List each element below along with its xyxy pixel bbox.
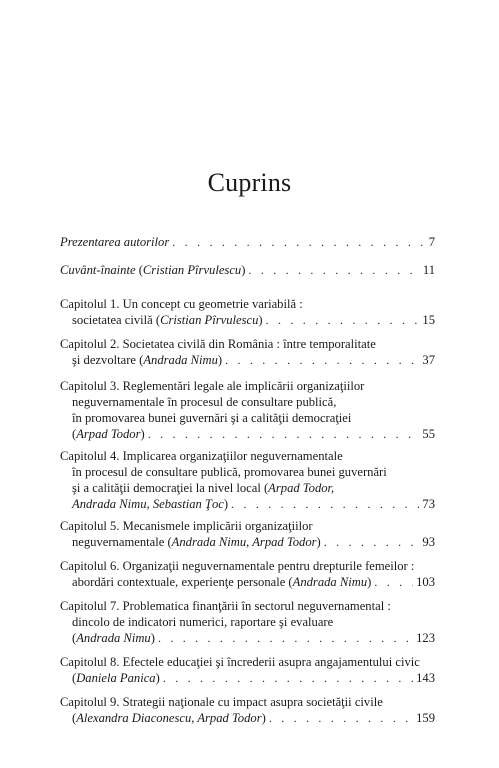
toc-entry-text xyxy=(72,312,263,328)
toc-entry-text xyxy=(60,337,376,351)
toc-title-text: în promovarea bunei guvernări şi a calităţii democraţiei xyxy=(72,411,352,425)
toc-title-text: ( xyxy=(72,427,77,441)
toc-title-text: abordări contextuale, experienţe personale ( xyxy=(72,575,293,589)
toc-title-text: Capitolul 5. Mecanismele implicării organizaţiilor xyxy=(60,519,313,533)
toc-entry-text xyxy=(60,695,383,709)
toc-entry-text xyxy=(72,465,387,479)
toc-title-text: ) xyxy=(140,427,145,441)
toc-entry-line xyxy=(60,710,435,726)
toc-entry-text xyxy=(72,670,160,686)
toc-title-text: Capitolul 2. Societatea civilă din România : între temporalitate xyxy=(60,337,376,351)
page-number: 7 xyxy=(428,235,435,249)
toc-entry-text xyxy=(60,297,303,311)
toc-title-text: societatea civilă ( xyxy=(72,313,161,327)
toc-title-text: ) xyxy=(261,711,266,725)
toc-entry-text xyxy=(60,234,169,250)
toc-author-text: Cristian Pîrvulescu xyxy=(160,313,259,327)
toc-author-text: Daniela Panica xyxy=(76,671,156,685)
dot-leader xyxy=(248,262,419,278)
toc-entry-text xyxy=(72,615,333,629)
toc-entry-line xyxy=(60,670,435,686)
toc-entry xyxy=(60,296,435,328)
toc-entry-line xyxy=(60,262,435,278)
page-number: 93 xyxy=(422,535,435,549)
toc-entry xyxy=(60,448,435,512)
toc-entry-text xyxy=(60,599,391,613)
toc-entry-text xyxy=(72,352,222,368)
toc-title-text: Capitolul 4. Implicarea organizaţiilor neguvernamentale xyxy=(60,449,343,463)
toc-entry-line xyxy=(60,480,435,496)
toc-entry xyxy=(60,234,435,250)
toc-author-text: Arpad Todor, xyxy=(268,481,335,495)
toc-title-text: ( xyxy=(72,711,77,725)
toc-entry-text xyxy=(72,630,155,646)
toc-title-text: Capitolul 3. Reglementări legale ale implicării organizaţiilor xyxy=(60,379,365,393)
toc-entry-text xyxy=(72,496,228,512)
toc-entry-text xyxy=(60,262,245,278)
toc-entry-text xyxy=(72,574,371,590)
page-number: 37 xyxy=(422,353,435,367)
toc-title-text: ) xyxy=(217,353,223,367)
toc-entry-text xyxy=(72,411,351,425)
toc-entry-line xyxy=(60,654,435,670)
toc-title-text: ) xyxy=(316,535,321,549)
toc-entry xyxy=(60,654,435,686)
toc-title-text: în procesul de consultare publică, promovarea bunei guvernări xyxy=(72,465,387,479)
toc-title-text: neguvernamentale ( xyxy=(72,535,172,549)
toc-entry-text xyxy=(72,534,321,550)
toc-entry xyxy=(60,262,435,278)
toc-entry xyxy=(60,558,435,590)
toc-title-text: şi a calităţii democraţiei la nivel local ( xyxy=(72,481,269,495)
toc-entry-line xyxy=(60,312,435,328)
toc-title-text: Capitolul 7. Problematica finanţării în sectorul neguvernamental : xyxy=(60,599,391,613)
toc-entry-text xyxy=(60,519,313,533)
toc-entry-line xyxy=(60,352,435,368)
toc-title-text: ( xyxy=(72,631,77,645)
page-number: 159 xyxy=(416,711,435,725)
toc-entry-line xyxy=(60,378,435,394)
dot-leader xyxy=(225,352,419,368)
toc-title-text: dincolo de indicatori numerici, raportare şi evaluare xyxy=(72,615,334,629)
toc-entry-text xyxy=(72,710,266,726)
dot-leader xyxy=(231,496,419,512)
toc-entry-line xyxy=(60,448,435,464)
toc-author-text: Cuvânt-înainte xyxy=(60,263,136,277)
toc-author-text: Prezentarea autorilor xyxy=(60,235,170,249)
toc-entry xyxy=(60,378,435,442)
dot-leader xyxy=(374,574,413,590)
toc-entry-text xyxy=(72,395,336,409)
dot-leader xyxy=(266,312,420,328)
toc-author-text: Alexandra Diaconescu, Arpad Todor xyxy=(76,711,262,725)
toc-title-text: ) xyxy=(258,313,263,327)
dot-leader xyxy=(163,670,413,686)
toc-entry-line xyxy=(60,598,435,614)
toc-entry-line xyxy=(60,496,435,512)
page-number: 143 xyxy=(416,671,435,685)
toc-entry-line xyxy=(60,336,435,352)
toc-author-text: Andrada Nimu xyxy=(292,575,368,589)
page-number: 73 xyxy=(422,497,435,511)
toc-title-text: Capitolul 9. Strategii naţionale cu impact asupra societăţii civile xyxy=(60,695,383,709)
toc-entry-line xyxy=(60,426,435,442)
toc-title-text: ) xyxy=(150,631,155,645)
toc-entry-line xyxy=(60,394,435,410)
toc-entry-line xyxy=(60,574,435,590)
toc-title-text: Capitolul 1. Un concept cu geometrie variabilă : xyxy=(60,297,303,311)
page-number: 55 xyxy=(422,427,435,441)
toc-entry-line xyxy=(60,464,435,480)
toc-entry-line xyxy=(60,410,435,426)
toc-author-text: Cristian Pîrvulescu xyxy=(142,263,242,277)
toc-title-text: Capitolul 8. Efectele educaţiei şi încrederii asupra angajamentului civic xyxy=(60,655,420,669)
toc-entry-text xyxy=(60,379,364,393)
dot-leader xyxy=(269,710,413,726)
toc-entry-text xyxy=(60,559,414,573)
toc-title-text: ( xyxy=(135,263,143,277)
dot-leader xyxy=(148,426,420,442)
toc-title-text: ) xyxy=(223,497,229,511)
toc-entry-line xyxy=(60,614,435,630)
toc-entry-line xyxy=(60,518,435,534)
dot-leader xyxy=(158,630,413,646)
toc-title-text: ( xyxy=(72,671,77,685)
page-title: Cuprins xyxy=(207,168,292,197)
toc-entry-text xyxy=(60,655,420,669)
toc-title-text: şi dezvoltare ( xyxy=(72,353,144,367)
toc-entry xyxy=(60,598,435,646)
page-number: 11 xyxy=(422,263,435,277)
toc-title-text: ) xyxy=(241,263,246,277)
toc-entry xyxy=(60,518,435,550)
toc-entry-line xyxy=(60,296,435,312)
toc-author-text: Andrada Nimu xyxy=(76,631,151,645)
toc-title-text: Capitolul 6. Organizaţii neguvernamentale pentru drepturile femeilor : xyxy=(60,559,415,573)
toc-title-text: ) xyxy=(367,575,372,589)
toc-author-text: Andrada Nimu, Sebastian Ţoc xyxy=(72,497,224,511)
toc-entry-line xyxy=(60,234,435,250)
toc-author-text: Andrada Nimu xyxy=(143,353,218,367)
toc-entry xyxy=(60,336,435,368)
dot-leader xyxy=(172,234,425,250)
toc-entry-text xyxy=(60,449,343,463)
page-number: 15 xyxy=(422,313,435,327)
toc-entry-text xyxy=(72,481,334,495)
page-number: 103 xyxy=(416,575,435,589)
toc-author-text: Arpad Todor xyxy=(76,427,141,441)
toc-author-text: Andrada Nimu, Arpad Todor xyxy=(171,535,317,549)
toc-entry-line xyxy=(60,534,435,550)
toc-title-text: ) xyxy=(155,671,160,685)
toc-entry-line xyxy=(60,558,435,574)
page-number: 123 xyxy=(416,631,435,645)
toc-entry-line xyxy=(60,630,435,646)
toc-entry-line xyxy=(60,694,435,710)
toc-entry xyxy=(60,694,435,726)
dot-leader xyxy=(324,534,420,550)
toc-entry-text xyxy=(72,426,145,442)
toc-title-text: neguvernamentale în procesul de consultare publică, xyxy=(72,395,337,409)
